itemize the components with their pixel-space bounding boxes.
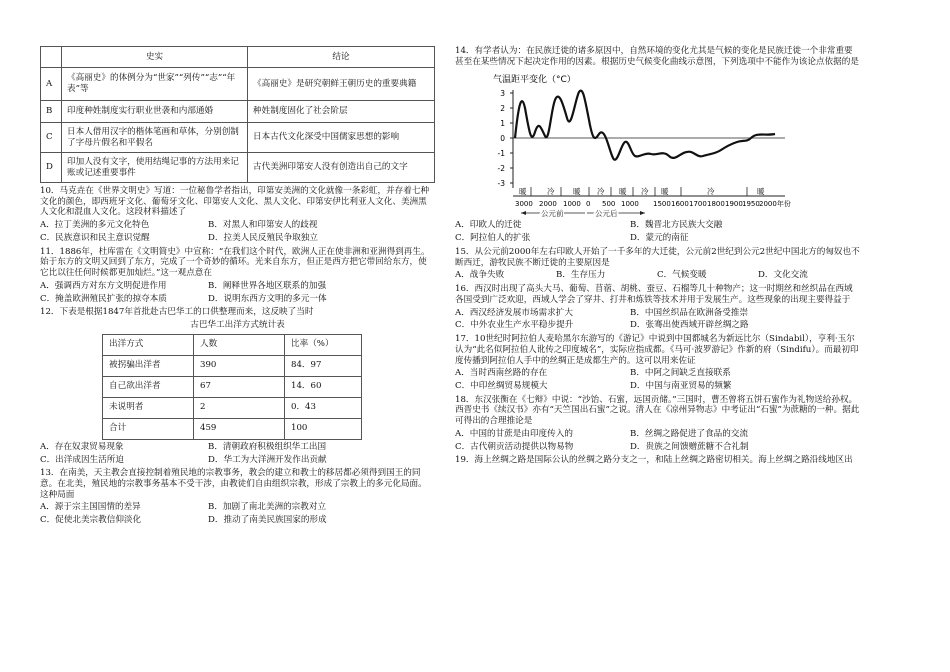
table-header-row xyxy=(103,334,362,355)
row-fact: 日本人借用汉字的楷体笔画和草体，分别创制了字母片假名和平假名 xyxy=(62,123,248,153)
right-column xyxy=(455,46,860,466)
x-ticks xyxy=(515,199,791,208)
question-15-option-c[interactable]: C．气候变暖 xyxy=(657,270,707,281)
question-18-option-a[interactable]: A．中国的甘蔗是由印度传入的 xyxy=(455,428,573,439)
x-tick-label: 1000 xyxy=(563,200,581,209)
question-19-stem: 19．海上丝绸之路是国际公认的丝绸之路分支之一，和陆上丝绸之路密切相关。海上丝绸之路沿线地区出 xyxy=(455,455,853,466)
question-13-options-row2 xyxy=(40,515,435,526)
table-row xyxy=(103,397,362,418)
period-label: 暖 xyxy=(661,187,669,197)
question-15-option-b[interactable]: B．生存压力 xyxy=(556,270,606,281)
table-row xyxy=(103,355,362,376)
question-12-option-a[interactable]: A．存在奴隶贸易现象 xyxy=(40,441,124,452)
x-tick-label: 1600 xyxy=(671,200,689,209)
era-ad-label: 公元后 xyxy=(595,209,618,219)
y-tick-label: 2 xyxy=(500,104,505,114)
question-17-options-row1 xyxy=(455,368,860,379)
cell: 被拐骗出洋者 xyxy=(103,355,194,376)
question-11-options-row2 xyxy=(40,294,435,305)
table-row xyxy=(41,101,435,123)
question-16-option-d[interactable]: D．张骞出使西域开辟丝绸之路 xyxy=(630,320,749,331)
period-label: 暖 xyxy=(619,187,627,197)
question-13-option-b[interactable]: B．加剧了南北美洲的宗教对立 xyxy=(208,502,327,513)
row-label: A xyxy=(41,68,62,101)
question-15-options xyxy=(455,270,860,281)
question-14-option-d[interactable]: D．蒙元的南征 xyxy=(630,233,689,244)
cell: 合计 xyxy=(103,418,194,439)
question-18-option-c[interactable]: C．古代朝贡活动提供以物易物 xyxy=(455,441,574,452)
question-17-options-row2 xyxy=(455,381,860,392)
x-tick-label: 1950 xyxy=(742,200,760,209)
question-16-option-b[interactable]: B．中国丝织品在欧洲备受推崇 xyxy=(630,307,749,318)
y-tick-label: 1 xyxy=(500,119,505,129)
climate-chart xyxy=(485,70,795,218)
y-tick-label: -3 xyxy=(497,179,505,189)
question-13-options-row1 xyxy=(40,502,435,513)
question-11-option-d[interactable]: D．说明东西方文明的多元一体 xyxy=(208,293,327,304)
table-row xyxy=(103,418,362,439)
question-17-option-a[interactable]: A．当时西南丝路的存在 xyxy=(455,368,548,379)
cell: 未说明者 xyxy=(103,397,194,418)
question-12-option-c[interactable]: C．出洋成因生活所迫 xyxy=(40,454,124,465)
cell: 459 xyxy=(194,418,285,439)
question-16-option-a[interactable]: A．西汉经济发展市场需求扩大 xyxy=(455,307,573,318)
header-count: 人数 xyxy=(194,334,285,355)
question-18-options-row1 xyxy=(455,429,860,440)
question-16-option-c[interactable]: C．中外农业生产水平稳步提升 xyxy=(455,320,574,331)
question-18-option-b[interactable]: B．丝绸之路促进了食品的交流 xyxy=(630,428,749,439)
question-12-options-row2 xyxy=(40,455,435,466)
question-10-option-a[interactable]: A．拉丁美洲的多元文化特色 xyxy=(40,220,150,231)
period-label: 冷 xyxy=(547,187,555,197)
header-method: 出洋方式 xyxy=(103,334,194,355)
period-label: 冷 xyxy=(641,187,649,197)
x-tick-label: 1900 xyxy=(725,200,743,209)
cell: 自己欲出洋者 xyxy=(103,376,194,397)
x-tick-label: 1000 xyxy=(621,200,639,209)
row-label: C xyxy=(41,123,62,153)
question-10-options-row1 xyxy=(40,220,435,231)
question-11-option-c[interactable]: C．掩盖欧洲殖民扩张的掠夺本质 xyxy=(40,293,167,304)
question-11-option-b[interactable]: B．阐释世界各地区联系的加强 xyxy=(208,280,327,291)
question-18-options-row2 xyxy=(455,442,860,453)
question-14-stem: 14．有学者认为：在民族迁徙的诸多原因中，自然环境的变化尤其是气候的变化是民族迁徙一个非常重要甚至在某些情况下起决定作用的因素。根据历史气候变化曲线示意图，下列选项中不能作为该论点依据的是 xyxy=(455,46,859,67)
question-10-option-d[interactable]: D．拉美人民反殖民争取独立 xyxy=(208,232,319,243)
period-label: 暖 xyxy=(573,187,581,197)
table-header-blank xyxy=(41,47,62,68)
question-17-option-b[interactable]: B．中阿之间缺乏直接联系 xyxy=(630,368,731,379)
chart-title: 气温距平变化（°C） xyxy=(493,75,576,86)
question-11-option-a[interactable]: A．强调西方对东方文明促进作用 xyxy=(40,280,167,291)
row-conclusion: 《高丽史》是研究朝鲜王朝历史的重要典籍 xyxy=(248,68,435,101)
y-tick-label: 3 xyxy=(500,89,505,99)
row-conclusion: 种姓制度固化了社会阶层 xyxy=(248,101,435,123)
question-17-option-c[interactable]: C．中印丝绸贸易规模大 xyxy=(455,381,548,392)
question-14-options-row1 xyxy=(455,220,860,231)
question-13-option-d[interactable]: D．推动了南美民族国家的形成 xyxy=(208,515,327,526)
question-12-options-row1 xyxy=(40,442,435,453)
question-15-option-d[interactable]: D．文化交流 xyxy=(758,270,808,281)
table-header-conclusion: 结论 xyxy=(248,47,435,68)
period-labels xyxy=(519,186,765,196)
row-fact: 印加人没有文字，使用结绳记事的方法用来记账或记述重要事件 xyxy=(62,153,248,183)
period-label: 冷 xyxy=(707,187,715,197)
x-tick-label: 1500 xyxy=(653,200,671,209)
table-header-fact: 史实 xyxy=(62,47,248,68)
cell: 84．97 xyxy=(285,355,362,376)
x-tick-label: 1800 xyxy=(707,200,725,209)
x-tick-label: 2000年份 xyxy=(759,200,791,209)
climate-chart-svg xyxy=(485,70,795,218)
period-label: 暖 xyxy=(519,187,527,197)
era-ad-arrowhead xyxy=(640,211,645,215)
x-tick-label: 1700 xyxy=(689,200,707,209)
row-label: D xyxy=(41,153,62,183)
question-18-option-d[interactable]: D．贵族之间馈赠蔗糖不合礼制 xyxy=(630,441,749,452)
question-11-stem: 11．1886年，杜库雷在《文明简史》中宣称：“在我们这个时代，欧洲人正在使非洲和亚洲得到再生。始于东方的文明又回到了东方，完成了一个奇妙的循环。光来自东方，但正是西方把它带回给东方，使它比以往任何时候都更加灿烂。”这一观点意在 xyxy=(40,246,430,279)
table-row xyxy=(103,376,362,397)
history-conclusion-table xyxy=(40,46,435,183)
question-12-stem: 12．下表是根据1847年首批赴古巴华工的口供整理而来，这反映了当时 xyxy=(40,307,314,318)
row-label: B xyxy=(41,101,62,123)
question-10-option-b[interactable]: B．对黑人和印第安人的歧视 xyxy=(208,220,318,231)
question-12-table-title: 古巴华工出洋方式统计表 xyxy=(190,320,285,331)
y-tick-label: 0 xyxy=(500,134,505,144)
question-13-stem: 13．在南美，天主教会直接控制着殖民地的宗教事务，教会的建立和教士的移居都必须得到国王的同意。在北美，殖民地的宗教事务基本不受干涉，由教徒们自由组织宗教，形成了宗教上的多元化局面。这种局面 xyxy=(40,468,427,500)
question-14-option-a[interactable]: A．印欧人的迁徙 xyxy=(455,220,522,231)
row-conclusion: 日本古代文化深受中国儒家思想的影响 xyxy=(248,123,435,153)
question-10-option-c[interactable]: C．民族意识和民主意识觉醒 xyxy=(40,232,150,243)
question-18-stem: 18．东汉张衡在《七辩》中说：“沙饴、石蜜，远国贡储。”三国时，曹丕曾将五饼石蜜作为礼物送给孙权。西晋史书《续汉书》亦有“天竺国出石蜜”之说。清人在《凉州异物志》中考证出“石蜜”为蔗糖的一种。据此可得出的合理推论是 xyxy=(455,394,860,427)
question-16-options-row1 xyxy=(455,308,860,319)
temperature-curve xyxy=(515,91,775,160)
question-10-stem: 10．马克垚在《世界文明史》写道：一位秘鲁学者指出，印第安美洲的文化就像一条彩虹，并存着七种文化的颜色，即西班牙文化、葡萄牙文化、印第安人文化、黑人文化、印第安伊比利亚人文化、美洲黑人文化和混血人文化。这段材料描述了 xyxy=(40,186,430,218)
question-17-stem: 17．10世纪时阿拉伯人麦哈黑尔东游写的《游记》中说到中国都城名为新远比尔（Sindabil），亨利·玉尔认为“此名似阿拉伯人讹传之印度城名”，实际应指成都。《马可·波罗游记》作新的府（Sindifu）。而最初印度传播到阿拉伯人手中的丝绸正是成都生产的。这可以用来佐证 xyxy=(455,334,859,366)
question-16-options-row2 xyxy=(455,320,860,331)
period-dividers xyxy=(531,187,747,196)
era-bc-arrowhead xyxy=(521,211,526,215)
question-11-options-row1 xyxy=(40,281,435,292)
row-conclusion: 古代美洲印第安人没有创造出自己的文字 xyxy=(248,153,435,183)
x-tick-label: 0 xyxy=(586,200,591,209)
y-tick-label: -1 xyxy=(497,149,505,159)
header-ratio: 比率（%） xyxy=(285,334,362,355)
row-fact: 《高丽史》的体例分为“世家”“列传”“志”“年表”等 xyxy=(62,68,248,101)
cell: 0．43 xyxy=(285,397,362,418)
question-13-option-c[interactable]: C．促使北美宗教信仰淡化 xyxy=(40,515,142,526)
question-16-stem: 16．西汉时出现了高头大马、葡萄、苜蓿、胡桃、蚕豆、石榴等几十种物产；这一时期丝和丝织品在西域各国受到广泛欢迎，西域人学会了穿井、打井和炼铁等技术并用于发展生产。这些现象的出现主要得益于 xyxy=(455,284,853,305)
question-14-option-c[interactable]: C．阿拉伯人的扩张 xyxy=(455,233,531,244)
era-bc-label: 公元前 xyxy=(541,209,564,219)
table-row xyxy=(41,123,435,153)
x-tick-label: 2000 xyxy=(539,200,557,209)
cell: 14．60 xyxy=(285,376,362,397)
cell: 390 xyxy=(194,355,285,376)
table-row xyxy=(41,153,435,183)
cell: 67 xyxy=(194,376,285,397)
table-row xyxy=(41,68,435,101)
question-12-option-b[interactable]: B．清朝政府积极组织华工出国 xyxy=(208,441,327,452)
y-tick-label: -2 xyxy=(497,164,505,174)
question-17-option-d[interactable]: D．中国与南亚贸易的频繁 xyxy=(630,381,732,392)
row-fact: 印度种姓制度实行职业世袭和内部通婚 xyxy=(62,101,248,123)
period-label: 冷 xyxy=(597,187,605,197)
period-label: 暖 xyxy=(757,187,765,197)
cell: 100 xyxy=(285,418,362,439)
question-15-stem: 15．从公元前2000年左右印欧人开始了一千多年的大迁徙，公元前2世纪到公元2世纪中国北方的匈奴也不断西迁，游牧民族不断迁徙的主要原因是 xyxy=(455,246,860,268)
question-13-option-a[interactable]: A．源于宗主国国情的差异 xyxy=(40,502,141,513)
question-15-option-a[interactable]: A．战争失败 xyxy=(455,270,505,281)
question-14-options-row2 xyxy=(455,233,860,244)
x-tick-label: 3000 xyxy=(515,200,533,209)
emigration-stats-table xyxy=(102,334,362,440)
question-10-options-row2 xyxy=(40,233,435,244)
table-header-row xyxy=(41,47,435,68)
question-12-option-d[interactable]: D．华工为大洋洲开发作出贡献 xyxy=(208,454,327,465)
left-column xyxy=(40,46,435,526)
cell: 2 xyxy=(194,397,285,418)
x-tick-label: 500 xyxy=(602,200,616,209)
question-14-option-b[interactable]: B．魏晋北方民族大交融 xyxy=(630,220,723,231)
y-ticks xyxy=(498,89,506,188)
